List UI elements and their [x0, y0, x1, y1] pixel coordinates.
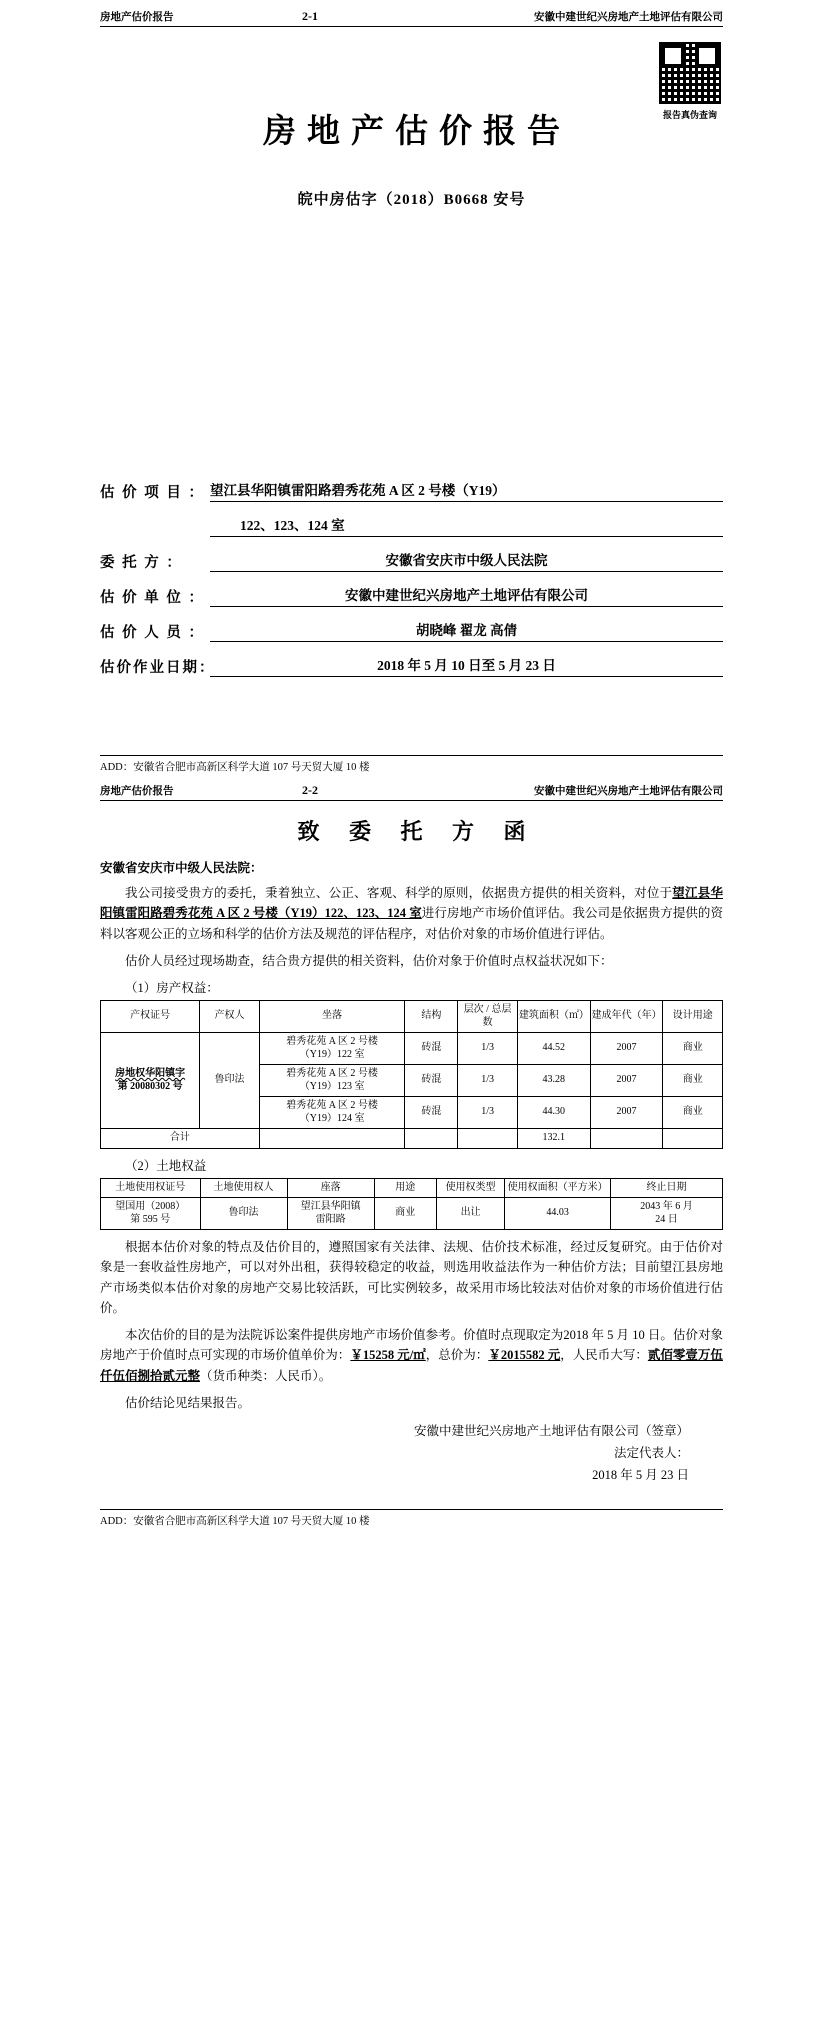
letter-addressee: 安徽省安庆市中级人民法院：	[100, 861, 263, 875]
paragraph-survey: 估价人员经过现场勘查，结合贵方提供的相关资料，估价对象于价值时点权益状况如下：	[125, 953, 613, 968]
property-rights-table	[100, 1000, 723, 1149]
land-rights-table	[100, 1178, 723, 1231]
letter-sheet	[0, 774, 823, 1528]
running-header-right-2: 安徽中建世纪兴房地产土地评估有限公司	[534, 786, 723, 797]
td-area: 44.30	[517, 1097, 590, 1129]
running-header-right: 安徽中建世纪兴房地产土地评估有限公司	[534, 12, 723, 23]
qr-code-block	[657, 40, 723, 121]
th-cert-no: 产权证号	[101, 1001, 200, 1033]
th-use: 设计用途	[663, 1001, 723, 1033]
table-total-row	[101, 1129, 723, 1149]
td-land-type: 出让	[436, 1198, 504, 1230]
signature-company: 安徽中建世纪兴房地产土地评估有限公司（签章）	[413, 1424, 689, 1438]
td-floor: 1/3	[458, 1033, 518, 1065]
unit-price-value: ￥15258 元/㎡	[350, 1348, 426, 1363]
td-land-cert-no: 望国用（2008） 第 595 号	[101, 1198, 201, 1230]
running-header-page-number: 2-1	[302, 9, 318, 23]
paragraph-commission-property: 望江县华阳镇雷阳路碧秀花苑 A 区 2 号楼（Y19）122、123、124 室	[100, 886, 723, 921]
field-client-label: 委 托 方 ：	[100, 555, 183, 571]
field-client	[100, 549, 723, 572]
td-use: 商业	[663, 1065, 723, 1097]
paragraph-commission-b: 进行房地产市场价值评估。我公司是依据贵方提供的资料以客观公正的立场和科学的估价方法及规范的评估程序，对估价对象的市场价值进行评估。	[100, 906, 723, 941]
field-project	[100, 479, 723, 502]
qr-code-label: 报告真伪查询	[662, 110, 717, 120]
td-year: 2007	[590, 1097, 663, 1129]
running-header-page2	[100, 774, 723, 801]
cert-no-line1: 房地权华阳镇字	[115, 1068, 186, 1079]
th-structure: 结构	[405, 1001, 458, 1033]
td-area: 43.28	[517, 1065, 590, 1097]
field-project-value: 望江县华阳镇雷阳路碧秀花苑 A 区 2 号楼（Y19）	[210, 479, 723, 502]
field-project-line2	[100, 514, 723, 537]
field-client-value: 安徽省安庆市中级人民法院	[210, 549, 723, 572]
paragraph-commission-a: 我公司接受贵方的委托，秉着独立、公正、客观、科学的原则，依据贵方提供的相关资料，对位于	[125, 886, 673, 900]
cover-sheet	[0, 0, 823, 774]
section-title-land-rights: （2）土地权益	[125, 1158, 207, 1173]
td-land-owner: 鲁印法	[200, 1198, 287, 1230]
td-land-location: 望江县华阳镇 雷阳路	[287, 1198, 374, 1230]
th-year: 建成年代（年）	[590, 1001, 663, 1033]
table-header-row	[101, 1178, 723, 1198]
field-work-date-label: 估价作业日期：	[100, 660, 216, 676]
section-title-property-rights: （1）房产权益：	[125, 981, 219, 995]
td-floor: 1/3	[458, 1065, 518, 1097]
running-header-page1	[100, 0, 723, 27]
td-location: 碧秀花苑 A 区 2 号楼 （Y19）122 室	[259, 1033, 405, 1065]
field-project-value-line2: 122、123、124 室	[210, 514, 723, 537]
running-header-page-number-2: 2-2	[302, 783, 318, 797]
page1-footer: ADD：安徽省合肥市高新区科学大道 107 号天贸大厦 10 楼	[100, 755, 723, 774]
letter-title: 致 委 托 方 函	[297, 819, 538, 844]
cert-no-line2: 第 20080302 号	[117, 1080, 183, 1092]
table-header-row	[101, 1001, 723, 1033]
th-area: 建筑面积（㎡）	[517, 1001, 590, 1033]
td-land-area: 44.03	[505, 1198, 611, 1230]
page-title: 房地产估价报告	[263, 114, 571, 150]
table-row	[101, 1198, 723, 1230]
td-total-label: 合计	[101, 1129, 260, 1149]
running-header-left: 房地产估价报告	[100, 12, 174, 23]
running-header-left-2: 房地产估价报告	[100, 786, 174, 797]
td-floor: 1/3	[458, 1097, 518, 1129]
th-land-location: 座落	[287, 1178, 374, 1198]
th-owner: 产权人	[200, 1001, 260, 1033]
td-use: 商业	[663, 1097, 723, 1129]
field-appraisal-company-label: 估 价 单 位 ：	[100, 590, 205, 606]
th-location: 坐落	[259, 1001, 405, 1033]
th-land-owner: 土地使用权人	[200, 1178, 287, 1198]
table-row	[101, 1033, 723, 1065]
th-land-end-date: 终止日期	[611, 1178, 723, 1198]
signature-legal-rep: 法定代表人：	[613, 1445, 689, 1460]
td-year: 2007	[590, 1065, 663, 1097]
td-location: 碧秀花苑 A 区 2 号楼 （Y19）124 室	[259, 1097, 405, 1129]
td-area: 44.52	[517, 1033, 590, 1065]
td-structure: 砖混	[405, 1065, 458, 1097]
td-land-use: 商业	[374, 1198, 436, 1230]
td-location: 碧秀花苑 A 区 2 号楼 （Y19）123 室	[259, 1065, 405, 1097]
td-use: 商业	[663, 1033, 723, 1065]
field-work-date-value: 2018 年 5 月 10 日至 5 月 23 日	[210, 654, 723, 677]
page2-footer: ADD：安徽省合肥市高新区科学大道 107 号天贸大厦 10 楼	[100, 1509, 723, 1528]
field-appraisers-value: 胡晓峰 翟龙 高倩	[210, 619, 723, 642]
td-total-blank3	[458, 1129, 518, 1149]
td-total-blank5	[663, 1129, 723, 1149]
td-structure: 砖混	[405, 1097, 458, 1129]
field-appraisers	[100, 619, 723, 642]
total-price-chinese: 贰佰零壹万伍仟伍佰捌拾贰元整	[100, 1348, 723, 1383]
field-appraisers-label: 估 价 人 员 ：	[100, 625, 205, 641]
paragraph-commission	[100, 883, 723, 944]
total-price-value: ￥2015582 元	[488, 1348, 561, 1363]
field-work-date	[100, 654, 723, 677]
field-project-label: 估 价 项 目 ：	[100, 485, 205, 501]
signature-block	[100, 1421, 723, 1487]
td-owner: 鲁印法	[200, 1033, 260, 1129]
td-total-blank2	[405, 1129, 458, 1149]
field-appraisal-company	[100, 584, 723, 607]
th-land-type: 使用权类型	[436, 1178, 504, 1198]
field-appraisal-company-value: 安徽中建世纪兴房地产土地评估有限公司	[210, 584, 723, 607]
paragraph-value-a: 本次估价的目的是为法院诉讼案件提供房地产市场价值参考。价值时点现取定为2018 年 5 月 10 日。估价对象房地产于价值时点可实现的市场价值单价为：	[100, 1328, 723, 1363]
td-year: 2007	[590, 1033, 663, 1065]
th-land-use: 用途	[374, 1178, 436, 1198]
td-total-blank4	[590, 1129, 663, 1149]
report-number: 皖中房估字（2018）B0668 安号	[297, 192, 526, 208]
paragraph-conclusion: 估价结论见结果报告。	[125, 1395, 251, 1410]
td-structure: 砖混	[405, 1033, 458, 1065]
signature-date: 2018 年 5 月 23 日	[592, 1467, 689, 1482]
paragraph-value-b: ，总价为：	[425, 1348, 489, 1363]
th-land-cert-no: 土地使用权证号	[101, 1178, 201, 1198]
td-total-blank1	[259, 1129, 405, 1149]
paragraph-value-d: （货币种类：人民币）。	[200, 1368, 332, 1383]
th-land-area: 使用权面积（平方米）	[505, 1178, 611, 1198]
th-floor: 层次 / 总层数	[458, 1001, 518, 1033]
paragraph-value	[100, 1325, 723, 1386]
paragraph-method: 根据本估价对象的特点及估价目的，遵照国家有关法律、法规、估价技术标准，经过反复研究。由于估价对象是一套收益性房地产，可以对外出租，获得较稳定的收益，则选用收益法作为一种估价方法；目前望江县房地产市场类似本估价对象的房地产交易比较活跃，可比实例较多，故采用市场比较法对估价对象的市场价值进行估价。	[100, 1240, 723, 1315]
td-cert-no	[101, 1033, 200, 1129]
td-land-end-date: 2043 年 6 月 24 日	[611, 1198, 723, 1230]
qr-code-icon	[657, 40, 723, 106]
paragraph-value-c: ，人民币大写：	[560, 1348, 648, 1363]
cover-field-list	[100, 479, 723, 677]
td-total-area: 132.1	[517, 1129, 590, 1149]
